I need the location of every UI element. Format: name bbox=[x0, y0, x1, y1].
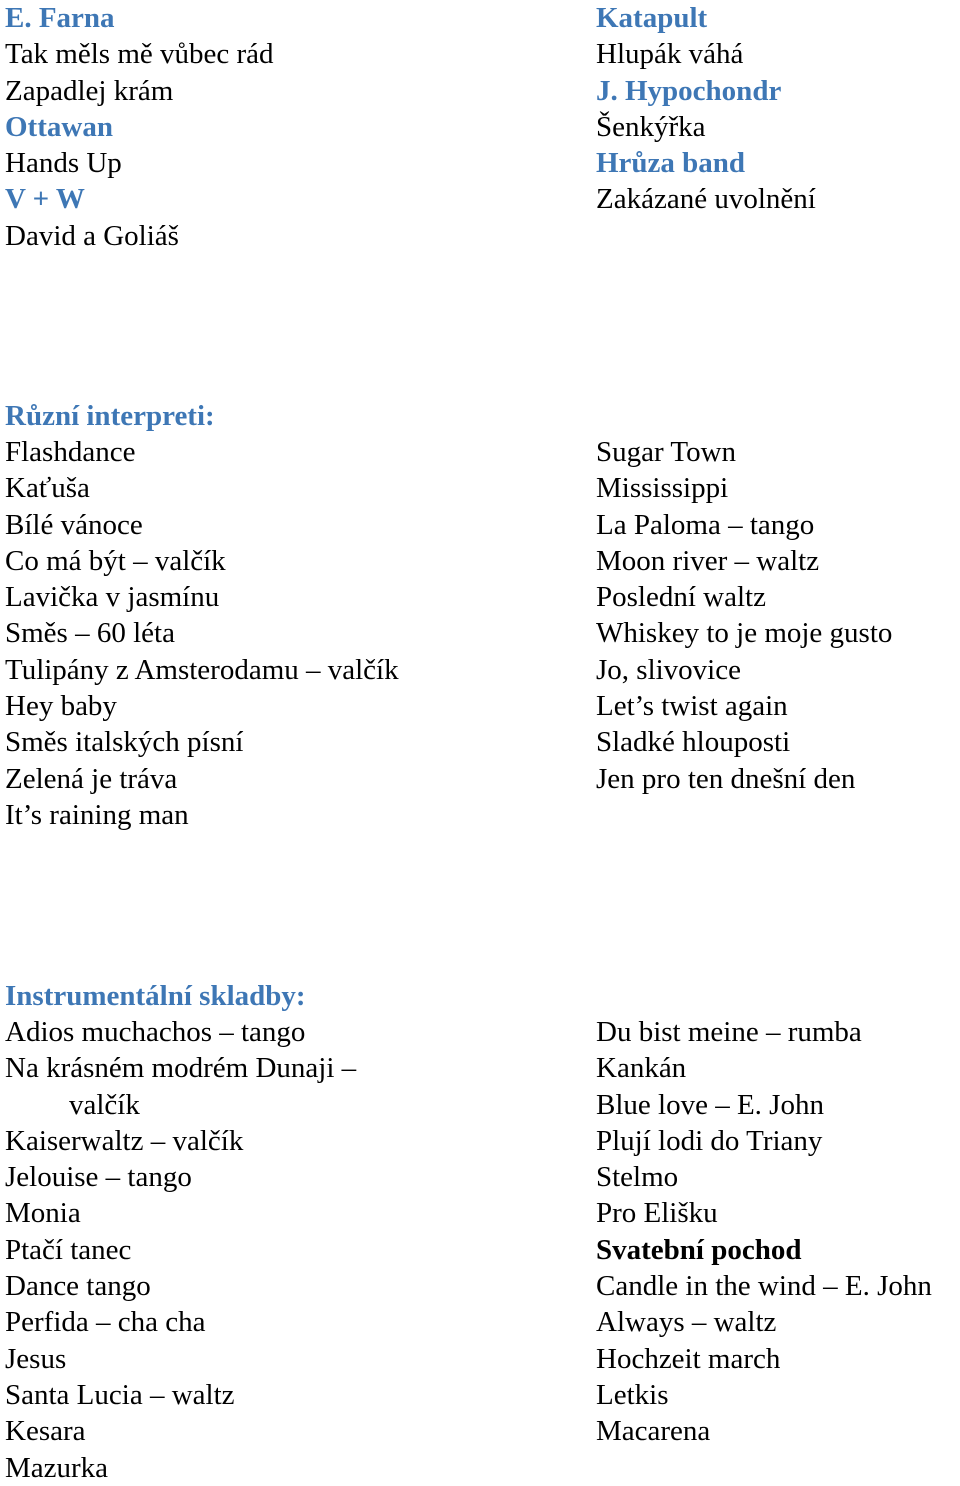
song-item: Jesus bbox=[5, 1342, 67, 1375]
song-item: Always – waltz bbox=[596, 1306, 777, 1339]
song-item: Na krásném modrém Dunaji – bbox=[5, 1052, 357, 1085]
song-item: Whiskey to je moje gusto bbox=[596, 617, 893, 650]
song-item: Směs – 60 léta bbox=[5, 617, 175, 650]
song-item: Moon river – waltz bbox=[596, 544, 820, 577]
song-item: Zapadlej krám bbox=[5, 74, 174, 107]
song-item: Santa Lucia – waltz bbox=[5, 1378, 235, 1411]
song-item: Sugar Town bbox=[596, 436, 737, 468]
top-right-column bbox=[596, 0, 816, 218]
instrumental-left-column bbox=[5, 1014, 356, 1486]
artist-heading: V + W bbox=[5, 183, 85, 216]
song-item: Stelmo bbox=[596, 1161, 679, 1194]
song-item: Jelouise – tango bbox=[5, 1161, 192, 1194]
song-item: Du bist meine – rumba bbox=[596, 1016, 862, 1048]
song-item: Lavička v jasmínu bbox=[5, 581, 220, 614]
song-item: Flashdance bbox=[5, 436, 136, 468]
song-item: Mazurka bbox=[5, 1451, 109, 1484]
song-item: Hands Up bbox=[5, 147, 122, 180]
ruzni-right-column bbox=[596, 434, 892, 797]
top-left-column bbox=[5, 0, 274, 254]
artist-heading: J. Hypochondr bbox=[596, 74, 782, 107]
song-item: Sladké hlouposti bbox=[596, 726, 791, 759]
song-item: Zakázané uvolnění bbox=[596, 183, 816, 216]
song-item: Hey baby bbox=[5, 690, 117, 723]
artist-heading: Hrůza band bbox=[596, 147, 746, 180]
song-item: Blue love – E. John bbox=[596, 1088, 824, 1121]
song-item: Tulipány z Amsterodamu – valčík bbox=[5, 653, 399, 686]
section-heading-instrumental: Instrumentální skladby: bbox=[5, 980, 306, 1012]
artist-heading: Katapult bbox=[596, 2, 708, 34]
song-item: Poslední waltz bbox=[596, 581, 766, 614]
song-item: Plují lodi do Triany bbox=[596, 1124, 823, 1157]
song-item: Ptačí tanec bbox=[5, 1233, 132, 1266]
song-item: Letkis bbox=[596, 1378, 669, 1411]
artist-heading: Ottawan bbox=[5, 110, 113, 143]
song-item: Perfida – cha cha bbox=[5, 1306, 206, 1339]
song-item: Dance tango bbox=[5, 1270, 151, 1303]
song-item: Bílé vánoce bbox=[5, 508, 143, 541]
song-item: Let’s twist again bbox=[596, 690, 788, 723]
song-item: Candle in the wind – E. John bbox=[596, 1270, 932, 1303]
song-item: Šenkýřka bbox=[596, 110, 706, 143]
instrumental-right-column bbox=[596, 1014, 932, 1450]
song-item: Kaiserwaltz – valčík bbox=[5, 1124, 244, 1157]
song-item-continuation: valčík bbox=[69, 1088, 140, 1121]
song-item: Jen pro ten dnešní den bbox=[596, 762, 856, 795]
song-item: Mississippi bbox=[596, 472, 729, 505]
song-item: Monia bbox=[5, 1197, 81, 1230]
song-item: Adios muchachos – tango bbox=[5, 1016, 306, 1048]
song-item: Macarena bbox=[596, 1415, 711, 1448]
song-item: Pro Elišku bbox=[596, 1197, 718, 1230]
ruzni-left-column bbox=[5, 434, 399, 833]
song-item-highlighted: Svatební pochod bbox=[596, 1233, 802, 1266]
song-item: Kaťuša bbox=[5, 472, 90, 505]
song-item: Jo, slivovice bbox=[596, 653, 741, 686]
song-item: Hochzeit march bbox=[596, 1342, 781, 1375]
song-item: Kankán bbox=[596, 1052, 687, 1085]
song-item: Tak měls mě vůbec rád bbox=[5, 38, 274, 71]
song-item: David a Goliáš bbox=[5, 219, 179, 252]
song-item: La Paloma – tango bbox=[596, 508, 815, 541]
song-item: Zelená je tráva bbox=[5, 762, 178, 795]
song-item: Směs italských písní bbox=[5, 726, 244, 759]
song-item: It’s raining man bbox=[5, 798, 189, 831]
song-item: Kesara bbox=[5, 1415, 86, 1448]
section-heading-ruzni-interpreti: Různí interpreti: bbox=[5, 400, 215, 432]
song-item: Hlupák váhá bbox=[596, 38, 744, 71]
song-item: Co má být – valčík bbox=[5, 544, 226, 577]
artist-heading: E. Farna bbox=[5, 2, 115, 34]
